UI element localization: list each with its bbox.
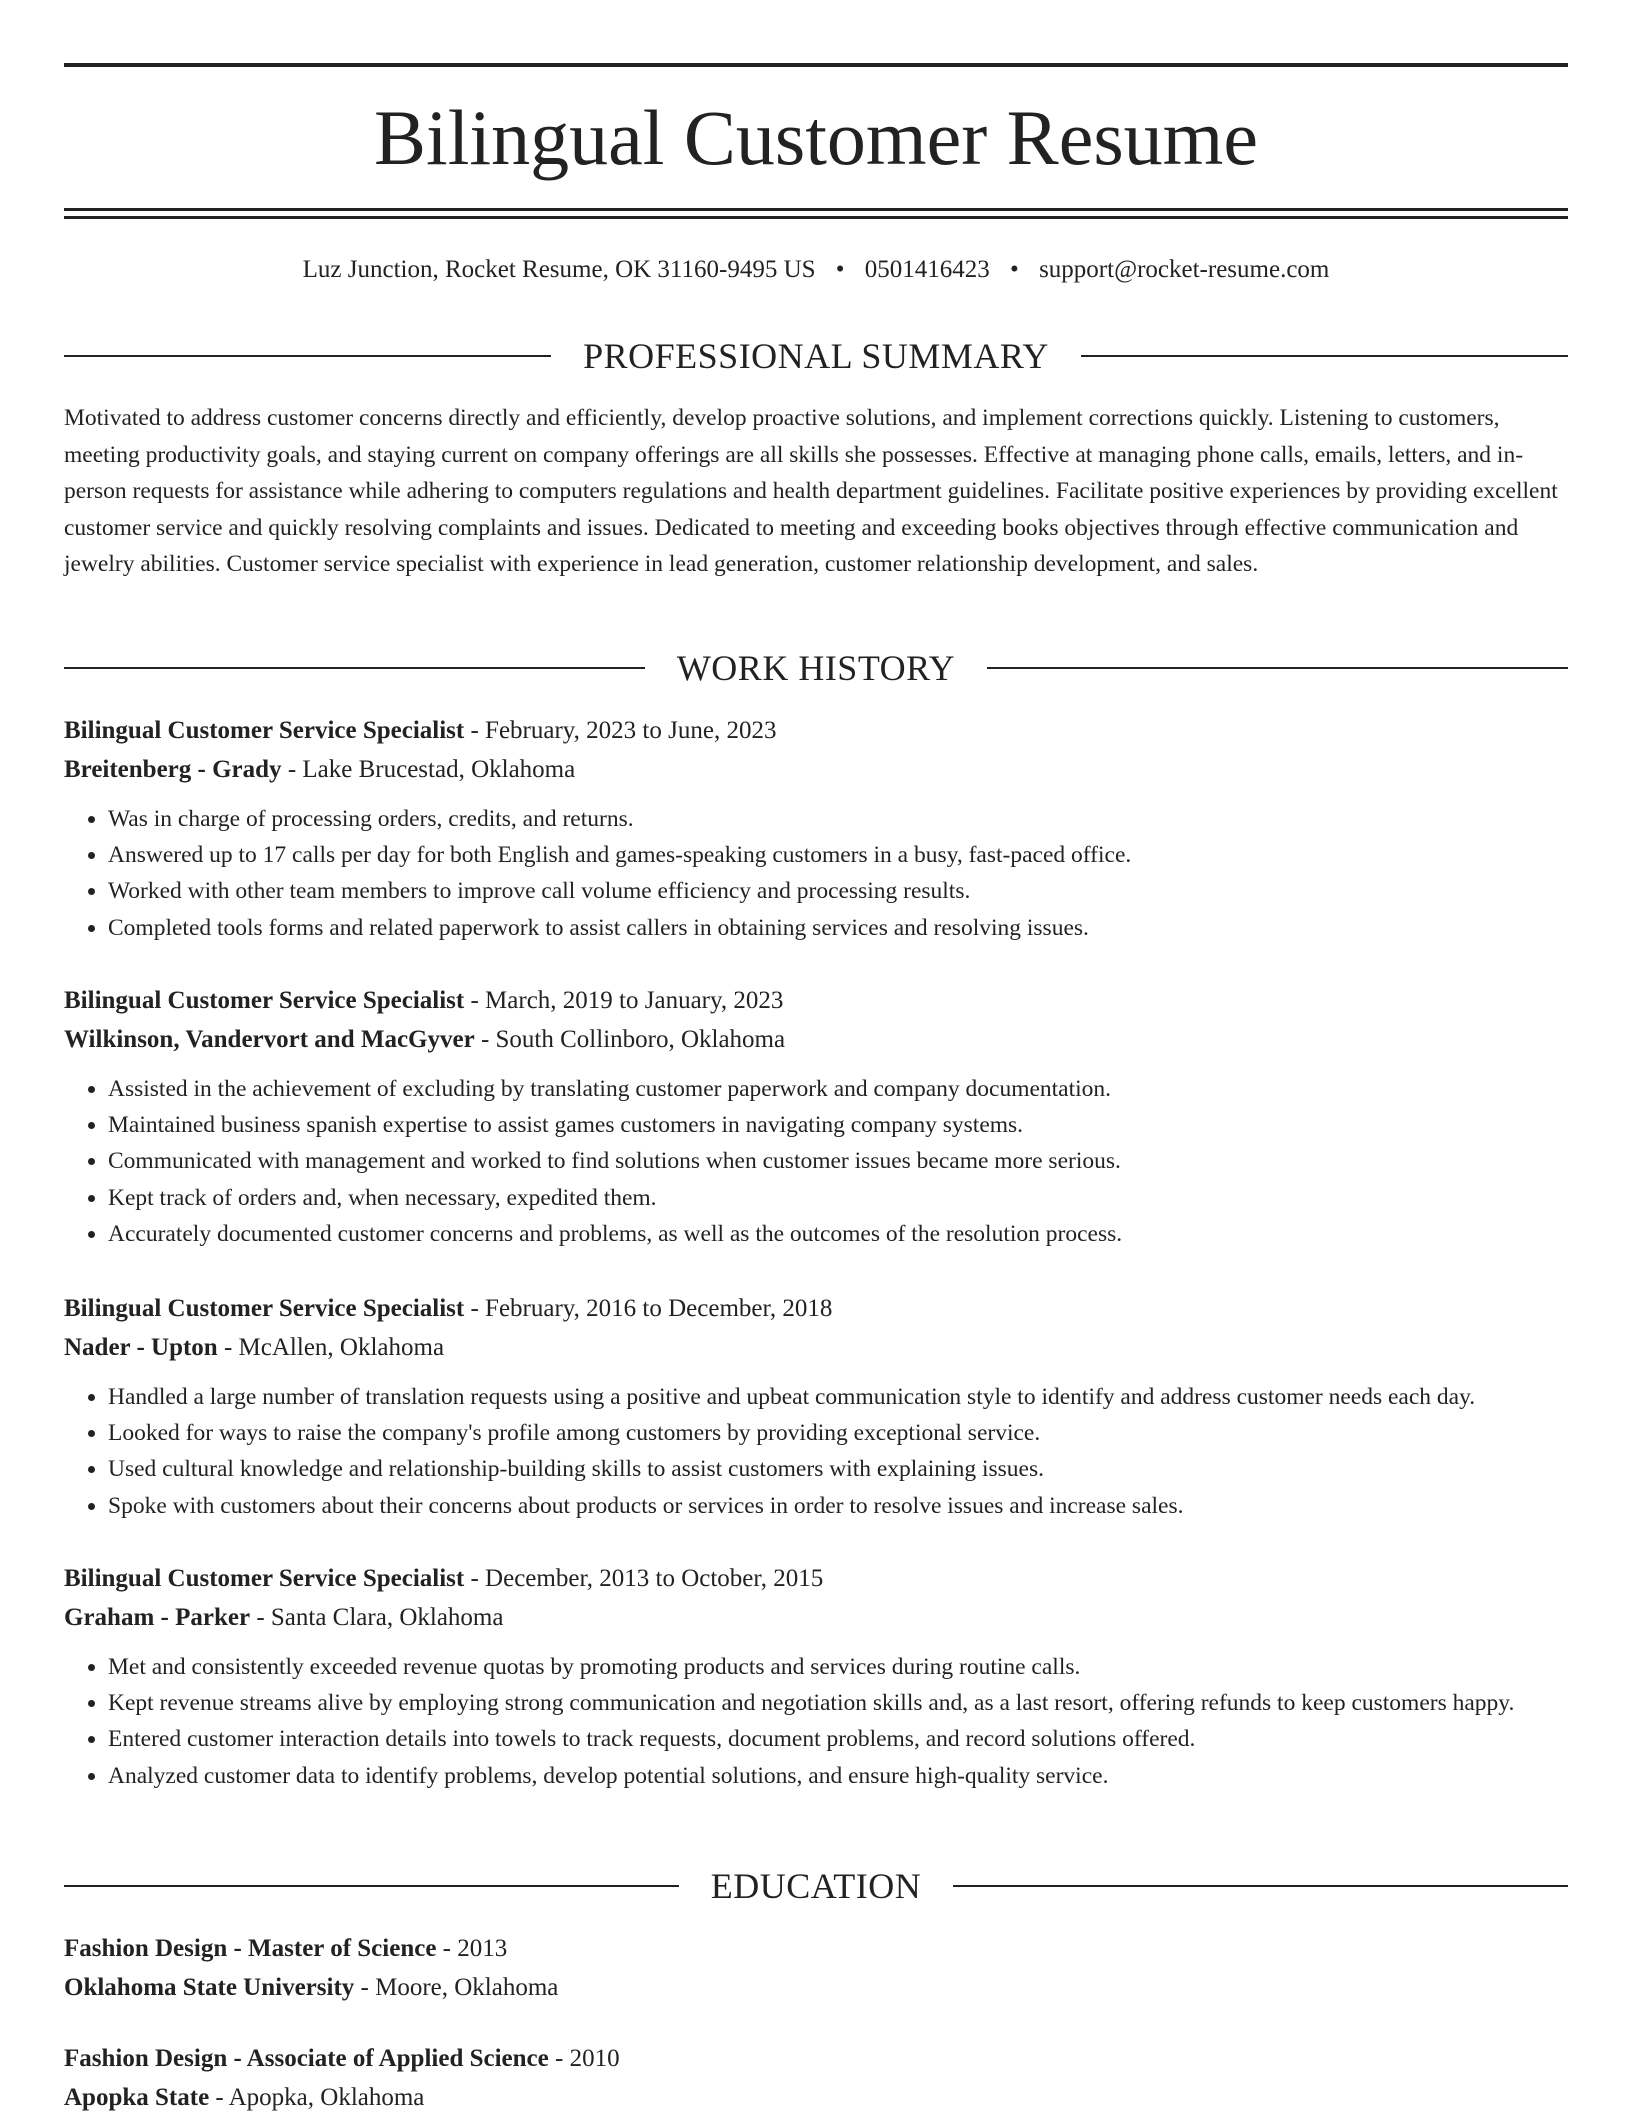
education-heading — [64, 1861, 1568, 1911]
education-location: - Moore, Oklahoma — [354, 1974, 558, 2001]
education-degree: Fashion Design - Master of Science — [64, 1935, 436, 1962]
job-title: Bilingual Customer Service Specialist — [64, 987, 464, 1014]
job-dates: - February, 2023 to June, 2023 — [464, 717, 776, 744]
education-school: Oklahoma State University — [64, 1974, 354, 2001]
job-title: Bilingual Customer Service Specialist — [64, 717, 464, 744]
job-bullet: • Entered customer interaction details into towels to track requests, document problems, and record solutions offered. — [108, 1721, 1568, 1757]
job-title-line — [64, 1560, 1568, 1599]
job-title: Bilingual Customer Service Specialist — [64, 1295, 464, 1322]
job-bullet: • Handled a large number of translation requests using a positive and upbeat communication style to identify and address customer needs each day. — [108, 1379, 1568, 1415]
heading-rule-right — [987, 667, 1568, 669]
work-history-heading — [64, 643, 1568, 693]
job-bullet: • Assisted in the achievement of excluding by translating customer paperwork and company documentation. — [108, 1071, 1568, 1107]
title-rule-lower — [64, 216, 1568, 219]
job-bullet: • Accurately documented customer concerns and problems, as well as the outcomes of the resolution process. — [108, 1216, 1568, 1252]
heading-rule-right — [953, 1885, 1568, 1887]
job-bullet: • Used cultural knowledge and relationship-building skills to assist customers with explaining issues. — [108, 1451, 1568, 1487]
education-location: - Apopka, Oklahoma — [209, 2084, 424, 2111]
job-company: Breitenberg - Grady — [64, 756, 282, 783]
job-entry — [64, 1560, 1568, 1794]
job-location: - Lake Brucestad, Oklahoma — [282, 756, 576, 783]
work-history-heading-label: WORK HISTORY — [645, 643, 987, 693]
heading-rule-right — [1081, 355, 1568, 357]
education-school-line — [64, 2079, 1568, 2117]
job-bullets — [64, 1071, 1568, 1252]
contact-email: support@rocket-resume.com — [1039, 256, 1329, 283]
title-rule-upper — [64, 208, 1568, 211]
contact-address: Luz Junction, Rocket Resume, OK 31160-9495 US — [303, 256, 816, 283]
job-bullet: • Was in charge of processing orders, credits, and returns. — [108, 801, 1568, 837]
job-dates: - March, 2019 to January, 2023 — [464, 987, 783, 1014]
heading-rule-left — [64, 667, 645, 669]
job-title-line — [64, 1290, 1568, 1329]
job-location: - Santa Clara, Oklahoma — [250, 1604, 503, 1631]
job-bullet: • Answered up to 17 calls per day for both English and games-speaking customers in a busy, fast-paced office. — [108, 837, 1568, 873]
job-bullet: • Kept track of orders and, when necessary, expedited them. — [108, 1180, 1568, 1216]
job-bullet: • Met and consistently exceeded revenue quotas by promoting products and services during routine calls. — [108, 1649, 1568, 1685]
top-rule — [64, 63, 1568, 67]
education-school-line — [64, 1969, 1568, 2008]
contact-separator: • — [1010, 252, 1019, 288]
job-bullet: • Completed tools forms and related paperwork to assist callers in obtaining services and resolving issues. — [108, 910, 1568, 946]
summary-heading-label: PROFESSIONAL SUMMARY — [551, 331, 1081, 381]
job-bullet: • Kept revenue streams alive by employing strong communication and negotiation skills and, as a last resort, offering refunds to keep customers happy. — [108, 1685, 1568, 1721]
contact-phone: 0501416423 — [865, 256, 990, 283]
education-year: - 2010 — [549, 2045, 620, 2072]
job-company: Nader - Upton — [64, 1334, 218, 1361]
job-company: Wilkinson, Vandervort and MacGyver — [64, 1026, 475, 1053]
job-location: - South Collinboro, Oklahoma — [475, 1026, 785, 1053]
job-entry — [64, 1290, 1568, 1524]
job-location: - McAllen, Oklahoma — [218, 1334, 444, 1361]
job-dates: - December, 2013 to October, 2015 — [464, 1565, 823, 1592]
summary-text: Motivated to address customer concerns directly and efficiently, develop proactive solutions, and implement corrections quickly. Listening to customers, meeting productivity goals, and staying current on company offerings are all skills she possesses. Effective at managing phone calls, emails, letters, and in-person requests for assistance while adhering to computers regulations and health department guidelines. Facilitate positive experiences by providing excellent customer service and quickly resolving complaints and issues. Dedicated to meeting and exceeding books objectives through effective communication and jewelry abilities. Customer service specialist with experience in lead generation, customer relationship development, and sales. — [64, 400, 1568, 583]
summary-heading — [64, 331, 1568, 381]
job-bullet: • Analyzed customer data to identify problems, develop potential solutions, and ensure high-quality service. — [108, 1758, 1568, 1794]
job-company-line — [64, 1599, 1568, 1638]
job-title-line — [64, 712, 1568, 751]
heading-rule-left — [64, 355, 551, 357]
education-degree-line — [64, 2040, 1568, 2079]
job-bullet: • Maintained business spanish expertise to assist games customers in navigating company systems. — [108, 1107, 1568, 1143]
job-bullets — [64, 1649, 1568, 1794]
job-bullet: • Spoke with customers about their concerns about products or services in order to resolve issues and increase sales. — [108, 1488, 1568, 1524]
education-degree-line — [64, 1930, 1568, 1969]
education-year: - 2013 — [436, 1935, 507, 1962]
education-school: Apopka State — [64, 2084, 209, 2111]
job-bullet: • Looked for ways to raise the company's profile among customers by providing exceptional service. — [108, 1415, 1568, 1451]
education-entry — [64, 1930, 1568, 2007]
heading-rule-left — [64, 1885, 679, 1887]
job-bullets — [64, 801, 1568, 946]
education-degree: Fashion Design - Associate of Applied Science — [64, 2045, 549, 2072]
job-entry — [64, 982, 1568, 1252]
contact-line — [64, 252, 1568, 288]
contact-separator: • — [836, 252, 845, 288]
job-company-line — [64, 1021, 1568, 1060]
job-bullet: • Worked with other team members to improve call volume efficiency and processing results. — [108, 873, 1568, 909]
job-entry — [64, 712, 1568, 946]
education-entry — [64, 2040, 1568, 2117]
job-bullets — [64, 1379, 1568, 1524]
job-title: Bilingual Customer Service Specialist — [64, 1565, 464, 1592]
job-company-line — [64, 751, 1568, 790]
job-company-line — [64, 1329, 1568, 1368]
job-dates: - February, 2016 to December, 2018 — [464, 1295, 832, 1322]
education-heading-label: EDUCATION — [679, 1861, 953, 1911]
job-company: Graham - Parker — [64, 1604, 250, 1631]
job-bullet: • Communicated with management and worked to find solutions when customer issues became more serious. — [108, 1143, 1568, 1179]
job-title-line — [64, 982, 1568, 1021]
resume-title: Bilingual Customer Resume — [64, 88, 1568, 188]
